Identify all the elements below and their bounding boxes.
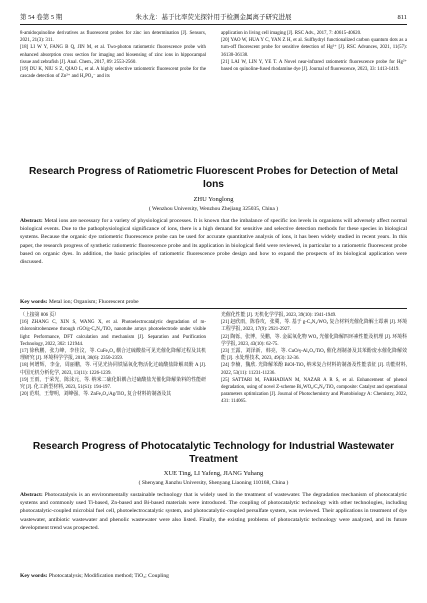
abstract-text: Photocatalysis is an environmentally sustainable technology that is widely used in the treatment of wastewater. The degradation mechanism of photocatalytic systems and commonly used Ti-based, Zn-based and Bi-based materials were introduced. The coupling of photocatalytic technology with other technologies, including photocatalytic-coupled microbial fuel cell, photoelectrocatalytic system, and photocatalytic-coupled persulfate system, was reviewed. Their applications in treatment of dye wastewater, antibiotic wastewater and phenolic wastewater were also listed. Finally, the existing problems of photocatalytic technology were analyzed, and its future development trend was prospected. [20, 492, 407, 531]
top-references-left [20, 30, 206, 80]
reference-item: [22] 陶铄，张博，吴鹏，等. 金属氧化物 WO₃ 光催化降解四环素性能及机理 [J]. 环境科学学报, 2023, 43(10): 62-75. [221, 334, 407, 347]
reference-item: [21] LAI W, LIN Y, YE T. A Novel near-infrared ratiometric fluorescence probe for Hg²⁺ based on quinoline-fused rhodamine dye [J]. Journal of fluorescence, 2023, 33: 1413-1419. [221, 59, 407, 73]
section-divider [20, 308, 407, 309]
reference-item: [20] 范琪，王黎明，刘峰强，等. ZnFe₂O₄/Ag/TiO₂ 复合材料的制备及其 [20, 392, 172, 398]
abstract-label: Abstract: [20, 492, 43, 498]
article-2-keywords [20, 572, 407, 580]
top-references [20, 30, 407, 80]
reference-item: [24] 李楠，魏欣. 光降解苯酚 BiOI-TiO₂ 纳米复合材料的制备及性能表征 [J]. 功能材料, 2022, 53(11): 11231-11236. [221, 363, 407, 376]
article-1-abstract [20, 217, 407, 266]
article-2-abstract [20, 491, 407, 532]
keywords-text: Metal ion; Organism; Fluorescent probe [48, 299, 139, 305]
mid-references-right [221, 312, 407, 406]
reference-item: [19] DU K, NIU S Z, QIAO L, et al. A highly selective ratiometric fluorescent probe for the cascade detection of Zn²⁺ and H₂PO₄⁻ and its [20, 67, 206, 80]
article-2-title: Research Progress of Photocatalytic Technology for Industrial Wastewater Treatment [32, 441, 395, 465]
keywords-text: Photocatalysis; Modification method; TiO₂; Coupling [48, 573, 169, 579]
mid-references [20, 312, 407, 406]
article-1-authors: ZHU Yonglong [193, 196, 234, 203]
article-1-title: Research Progress of Ratiometric Fluorescent Probes for Detection of Metal Ions [28, 166, 399, 190]
reference-item: [21] 赵欣雨，陈春攻，张冀，等. 基于 g-C₃N₄/WO₃ 复合材料光催化降解土霉素 [J]. 环境工程学报, 2023, 17(9): 2921-2927. [221, 320, 407, 333]
running-title: 朱永龙：基于比率荧光探针用于检测金属离子研究进展 [135, 14, 292, 21]
article-2-affiliation: ( Shenyang Jianzhu University, Shenyang Liaoning 110168, China ) [138, 480, 289, 486]
reference-item: [20] YAO W, HUA Y C, YAN Z H, et al. Sulfhydryl functionalized carbon quantum dots as a turn-off fluorescent probe for sensitive detection of Hg²⁺ [J]. RSC Advances, 2021, 11(57): 36130-36138. [221, 38, 407, 58]
mid-references-left [20, 312, 206, 406]
reference-item: 光催化性能 [J]. 无机化学学报, 2023, 39(10): 1941-1949. [221, 313, 337, 318]
reference-item: [16] ZHANG C, XIN S, WANG X, et al. Photoelectrocatalytic degradation of m-chloronitrobenzene through rGO/g-C₃N₄/TiO₂ nanotube arrays photoelectrode under visible light: Performance, DFT calculation and mechanism [J]. Separation and Purification Technology, 2022, 302: 121944. [20, 320, 206, 347]
reference-item: [17] 徐秋鹏，张力峰，李佳汶，等. CuFe₂O₄ 耦合过硫酸盐可见光催化降解过程及其机理研究 [J]. 环境科学学报, 2018, 38(6): 2350-2359. [20, 349, 206, 362]
reference-item: application in living cell imaging [J]. RSC Adv., 2017, 7: 40615-40620. [221, 31, 362, 36]
article-2-authors: XUE Ting, LI Yafeng, JIANG Yuhang [163, 470, 264, 477]
abstract-text: Metal ions are necessary for a variety of physiological processes. It is known that the imbalance of specific ion levels in organisms will adversely affect normal biological events. Due to the pathophysiological significance of ions, there is a high demand for sensitive and selective detection methods for these species in biological systems. Because the organic dye ratiometric fluorescence probe can be used for accurate quantitative analysis of ions, it has been widely studied in recent years. In this paper, the research progress of synthetic ratiometric fluorescence probe and its application in biological field were reviewed, in particular to a ratiometric fluorescent probe based on organic dyes. In addition, the basic principles of ratiometric fluorescence probe design and how to expand the prospects of its biological application were discussed. [20, 218, 407, 266]
reference-item: [18] LI W Y, FANG B Q, JIN M, et al. Two-photon ratiometric fluorescence probe with enhanced absorption cross section for imaging and biosensing of zinc ions in hippocampal tissue and zebrafish [J]. Anal. Chem., 2017, 89: 2553-2560. [20, 45, 206, 65]
top-references-right [221, 30, 407, 80]
reference-item: [25] SATTARI M, FARHADIAN M, NAZAR A R S, et al. Enhancement of phenol degradation, using of novel Z-scheme Bi₂WO₆/C₃N₄/TiO₂ composite: Catalyst and operational parameters optimization [J]. Journal of Photochemistry and Photobiology A: Chemistry, 2022, 431: 114065. [221, 377, 407, 405]
reference-item: 8-amidoquinoline derivatives as fluorescent probes for zinc ion determination [J]. Sensors, 2021, 21(3): 311. [20, 31, 206, 44]
article-1-affiliation: ( Wenzhou University, Wenzhou Zhejiang 325035, China ) [148, 206, 279, 212]
abstract-label: Abstract: [20, 218, 43, 224]
page-number: 811 [397, 14, 407, 21]
reference-item: [23] 王露，刘泽新，韩亮，等. CuO/γ-Al₂O₃/TiO₂ 催化剂制备及其苯酚废水催化降解效能 [J]. 水处理技术, 2023, 49(3): 32-36. [221, 349, 407, 362]
keywords-label: Key words: [20, 573, 48, 579]
reference-item: [19] 王雨，于荣光，陈沫元，等. 纳米二硫化钼耦合过硫酸盐光催化降解染料的性能研究 [J]. 化工新型材料, 2023, 51(S1): 194-197. [20, 377, 206, 391]
page-header [20, 12, 407, 25]
article-1-keywords [20, 298, 407, 306]
reference-item: （上接第 806 页） [20, 313, 60, 318]
keywords-label: Key words: [20, 299, 48, 305]
issue-label: 第 54 卷第 5 期 [20, 14, 63, 21]
reference-item: [18] 何增辉，李金，周丽鹏，等. 可见光协同铁锰氧化物活化过硫酸盐降解双酚 A [J]. 中国无机分析化学, 2023, 13(11): 1226-1239. [20, 363, 206, 376]
